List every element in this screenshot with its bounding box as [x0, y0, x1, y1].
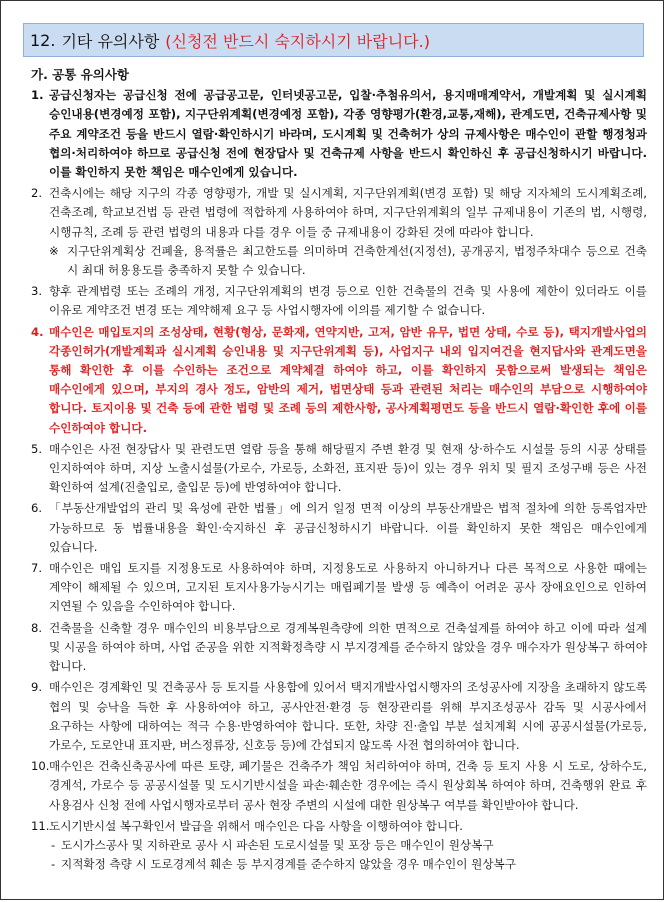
list-item-7: 7. 매수인은 매입 토지를 지정용도로 사용하여야 하며, 지정용도로 사용하지 아니하거나 다른 목적으로 사용한 때에는 계약이 해제될 수 있으며, 고지된 토지사용가능시기는 매립폐기물 발생 등 예측이 어려운 공사 장애요인으로 인하여 지연될 수 있음을 수인하여야 합니다.	[31, 561, 647, 614]
item-text: 도시기반시설 복구확인서 발급을 위해서 매수인은 다음 사항을 이행하여야 합니다.	[49, 818, 463, 833]
list-item-8: 8. 건축물을 신축할 경우 매수인의 비용부담으로 경계복원측량에 의한 면적으로 건축설계를 하여야 하고 이에 따라 설계 및 시공을 하여야 하며, 사업 준공을 위한 지적확정측량 시 부지경계를 준수하지 않았을 경우 매수자가 원상복구 하여야 합니다.	[31, 620, 647, 674]
header-title: 기타 유의사항	[61, 31, 160, 51]
dash-mark: -	[51, 837, 56, 852]
list-item-10: 10. 매수인은 건축신축공사에 따른 토량, 폐기물은 건축주가 책임 처리하여야 하며, 건축 등 토지 사용 시 도로, 상하수도, 경계석, 가로수 등 공공시설물 및 도시기반시설을 파손·훼손한 경우에는 즉시 원상회복 하여야 하며, 건축행위 완료 후 사용검사 신청 전에 사업시행자로부터 공사 현장 주변의 시설에 대한 원상복구 여부를 확인받아야 합니다.	[31, 759, 647, 812]
dash-text: 도시가스공사 및 지하관로 공사 시 파손된 도로시설물 및 포장 등은 매수인이 원상복구	[61, 837, 494, 852]
dash-mark: -	[51, 857, 56, 872]
item-text: 향후 관계법령 또는 조례의 개정, 지구단위계획의 변경 등으로 인한 건축물의 건축 및 사용에 제한이 있더라도 이를 이유로 계약조건 변경 또는 계약해제 요구 등 사업시행자에 이의를 제기할 수 없습니다.	[49, 284, 647, 318]
header-note: (신청전 반드시 숙지하시기 바랍니다.)	[165, 31, 430, 51]
dash-item-1	[27, 836, 647, 855]
item-text: 건축물을 신축할 경우 매수인의 비용부담으로 경계복원측량에 의한 면적으로 건축설계를 하여야 하고 이에 따라 설계 및 시공을 하여야 하며, 사업 준공을 위한 지적확정측량 시 부지경계를 준수하지 않았을 경우 매수자가 원상복구 하여야 합니다.	[49, 620, 647, 674]
list-item-4: 4. 매수인은 매입토지의 조성상태, 현황(형상, 문화재, 연약지반, 고저, 암반 유무, 법면 상태, 수로 등), 택지개발사업의 각종인허가(개발계획과 실시계획 승인내용 및 지구단위계획 등), 사업지구 내외 입지여건을 현지답사와 관계도면을 통해 확인한 후 이를 수인하는 조건으로 계약체결 하여야 하고, 이를 확인하지 못함으로써 발생되는 책임은 매수인에게 있으며, 부지의 경사 정도, 암반의 제거, 법면상태 등과 관련된 처리는 매수인의 부담으로 시행하여야 합니다. 토지이용 및 건축 등에 관한 법령 및 조례 등의 제한사항, 공사계획평면도 등을 반드시 열람·확인한 후에 이를 수인하여야 합니다.	[31, 324, 647, 435]
dash-text: 지적확정 측량 시 도로경계석 훼손 등 부지경계를 준수하지 않았을 경우 매수인이 원상복구	[61, 857, 516, 872]
list-item-1: 1. 공급신청자는 공급신청 전에 공급공고문, 인터넷공고문, 입찰·추첨유의서, 용지매매계약서, 개발계획 및 실시계획 승인내용(변경예정 포함), 지구단위계획(변경예정 포함), 각종 영향평가(환경,교통,재해), 관계도면, 건축규제사항 및 주요 계약조건 등을 반드시 열람·확인하시기 바라며, 도시계획 및 건축허가 상의 규제사항은 매수인이 관할 행정청과 협의·처리하여야 하므로 공급신청 전에 현장답사 및 건축규제 사항을 반드시 확인하신 후 공급신청하시기 바랍니다. 이를 확인하지 못한 책임은 매수인에게 있습니다.	[31, 88, 647, 180]
content-body	[27, 65, 647, 874]
section-label: 가. 공통 유의사항	[31, 67, 129, 82]
item-text: 공급신청자는 공급신청 전에 공급공고문, 인터넷공고문, 입찰·추첨유의서, 용지매매계약서, 개발계획 및 실시계획 승인내용(변경예정 포함), 지구단위계획(변경예정 포함), 각종 영향평가(환경,교통,재해), 관계도면, 건축규제사항 및 주요 계약조건 등을 반드시 열람·확인하시기 바라며, 도시계획 및 건축허가 상의 규제사항은 매수인이 관할 행정청과 협의·처리하여야 하므로 공급신청 전에 현장답사 및 건축규제 사항을 반드시 확인하신 후 공급신청하시기 바랍니다. 이를 확인하지 못한 책임은 매수인에게 있습니다.	[49, 88, 647, 180]
note-item	[27, 242, 647, 280]
item-text: 매수인은 경계확인 및 건축공사 등 토지를 사용함에 있어서 택지개발사업시행자의 조성공사에 지장을 초래하지 않도록 협의 및 승낙을 득한 후 사용하여야 하고, 공사안전·환경 등 현장관리를 위해 부지조성공사 감독 및 시공사에서 요구하는 사항에 대하여는 적극 수용·반영하여야 합니다. 또한, 차량 진·출입 부분 설치계획 시에 공공시설물(가로등, 가로수, 도로안내 표지판, 버스정류장, 신호등 등)에 간섭되지 않도록 사전 협의하여야 합니다.	[49, 680, 647, 752]
item-text: 매수인은 매입 토지를 지정용도로 사용하여야 하며, 지정용도로 사용하지 아니하거나 다른 목적으로 사용한 때에는 계약이 해제될 수 있으며, 고지된 토지사용가능시기는 매립폐기물 발생 등 예측이 어려운 공사 장애요인으로 인하여 지연될 수 있음을 수인하여야 합니다.	[49, 561, 647, 614]
header-number: 12.	[30, 30, 56, 50]
item-text: 「부동산개발업의 관리 및 육성에 관한 법률」에 의거 일정 면적 이상의 부동산개발은 법적 절차에 의한 등록업자만 가능하므로 동 법률내용을 확인·숙지하신 후 공급신청하시기 바랍니다. 이를 확인하지 못한 책임은 매수인에게 있습니다.	[49, 501, 647, 554]
list-item-2: 2. 건축시에는 해당 지구의 각종 영향평가, 개발 및 실시계획, 지구단위계획(변경 포함) 및 해당 지자체의 도시계획조례, 건축조례, 학교보건법 등 관련 법령에 적합하게 사용하여야 하며, 지구단위계획의 일부 규제내용이 기존의 법, 시행령, 시행규칙, 조례 등 관련 법령의 내용과 다를 경우 이들 중 규제내용이 강화된 것에 따라야 합니다.	[31, 186, 647, 239]
list-item-6: 6. 「부동산개발업의 관리 및 육성에 관한 법률」에 의거 일정 면적 이상의 부동산개발은 법적 절차에 의한 등록업자만 가능하므로 동 법률내용을 확인·숙지하신 후 공급신청하시기 바랍니다. 이를 확인하지 못한 책임은 매수인에게 있습니다.	[31, 501, 647, 554]
item-text: 매수인은 사전 현장답사 및 관련도면 열람 등을 통해 해당필지 주변 환경 및 현재 상·하수도 시설물 등의 시공 상태를 인지하여야 하며, 지상 노출시설물(가로수, 가로등, 소화전, 표지판 등)이 있는 경우 위치 및 필지 조성구배 등은 사전 확인하여 설계(진출입로, 출입문 등)에 반영하여야 합니다.	[49, 441, 647, 495]
list-item-9: 9. 매수인은 경계확인 및 건축공사 등 토지를 사용함에 있어서 택지개발사업시행자의 조성공사에 지장을 초래하지 않도록 협의 및 승낙을 득한 후 사용하여야 하고, 공사안전·환경 등 현장관리를 위해 부지조성공사 감독 및 시공사에서 요구하는 사항에 대하여는 적극 수용·반영하여야 합니다. 또한, 차량 진·출입 부분 설치계획 시에 공공시설물(가로등, 가로수, 도로안내 표지판, 버스정류장, 신호등 등)에 간섭되지 않도록 사전 협의하여야 합니다.	[31, 680, 647, 752]
item-text: 매수인은 건축신축공사에 따른 토량, 폐기물은 건축주가 책임 처리하여야 하며, 건축 등 토지 사용 시 도로, 상하수도, 경계석, 가로수 등 공공시설물 및 도시기반시설을 파손·훼손한 경우에는 즉시 원상회복 하여야 하며, 건축행위 완료 후 사용검사 신청 전에 사업시행자로부터 공사 현장 주변의 시설에 대한 원상복구 여부를 확인받아야 합니다.	[49, 759, 647, 812]
dash-item-2	[27, 855, 647, 874]
item-text: 매수인은 매입토지의 조성상태, 현황(형상, 문화재, 연약지반, 고저, 암반 유무, 법면 상태, 수로 등), 택지개발사업의 각종인허가(개발계획과 실시계획 승인내용 및 지구단위계획 등), 사업지구 내외 입지여건을 현지답사와 관계도면을 통해 확인한 후 이를 수인하는 조건으로 계약체결 하여야 하고, 이를 확인하지 못함으로써 발생되는 책임은 매수인에게 있으며, 부지의 경사 정도, 암반의 제거, 법면상태 등과 관련된 처리는 매수인의 부담으로 시행하여야 합니다. 토지이용 및 건축 등에 관한 법령 및 조례 등의 제한사항, 공사계획평면도 등을 반드시 열람·확인한 후에 이를 수인하여야 합니다.	[49, 324, 647, 435]
list-item-11: 11. 도시기반시설 복구확인서 발급을 위해서 매수인은 다음 사항을 이행하여야 합니다.	[31, 818, 463, 833]
note-mark: ※	[49, 243, 59, 258]
item-text: 건축시에는 해당 지구의 각종 영향평가, 개발 및 실시계획, 지구단위계획(변경 포함) 및 해당 지자체의 도시계획조례, 건축조례, 학교보건법 등 관련 법령에 적합하게 사용하여야 하며, 지구단위계획의 일부 규제내용이 기존의 법, 시행령, 시행규칙, 조례 등 관련 법령의 내용과 다를 경우 이들 중 규제내용이 강화된 것에 따라야 합니다.	[49, 186, 647, 239]
list-item-3: 3. 향후 관계법령 또는 조례의 개정, 지구단위계획의 변경 등으로 인한 건축물의 건축 및 사용에 제한이 있더라도 이를 이유로 계약조건 변경 또는 계약해제 요구 등 사업시행자에 이의를 제기할 수 없습니다.	[31, 284, 647, 318]
section-header	[23, 23, 644, 57]
note-text: 지구단위계획상 건폐율, 용적률은 최고한도를 의미하며 건축한계선(지정선), 공개공지, 법정주차대수 등으로 건축 시 최대 허용용도를 충족하지 못할 수 있습니다.	[67, 243, 647, 278]
list-item-5: 5. 매수인은 사전 현장답사 및 관련도면 열람 등을 통해 해당필지 주변 환경 및 현재 상·하수도 시설물 등의 시공 상태를 인지하여야 하며, 지상 노출시설물(가로수, 가로등, 소화전, 표지판 등)이 있는 경우 위치 및 필지 조성구배 등은 사전 확인하여 설계(진출입로, 출입문 등)에 반영하여야 합니다.	[31, 441, 647, 495]
